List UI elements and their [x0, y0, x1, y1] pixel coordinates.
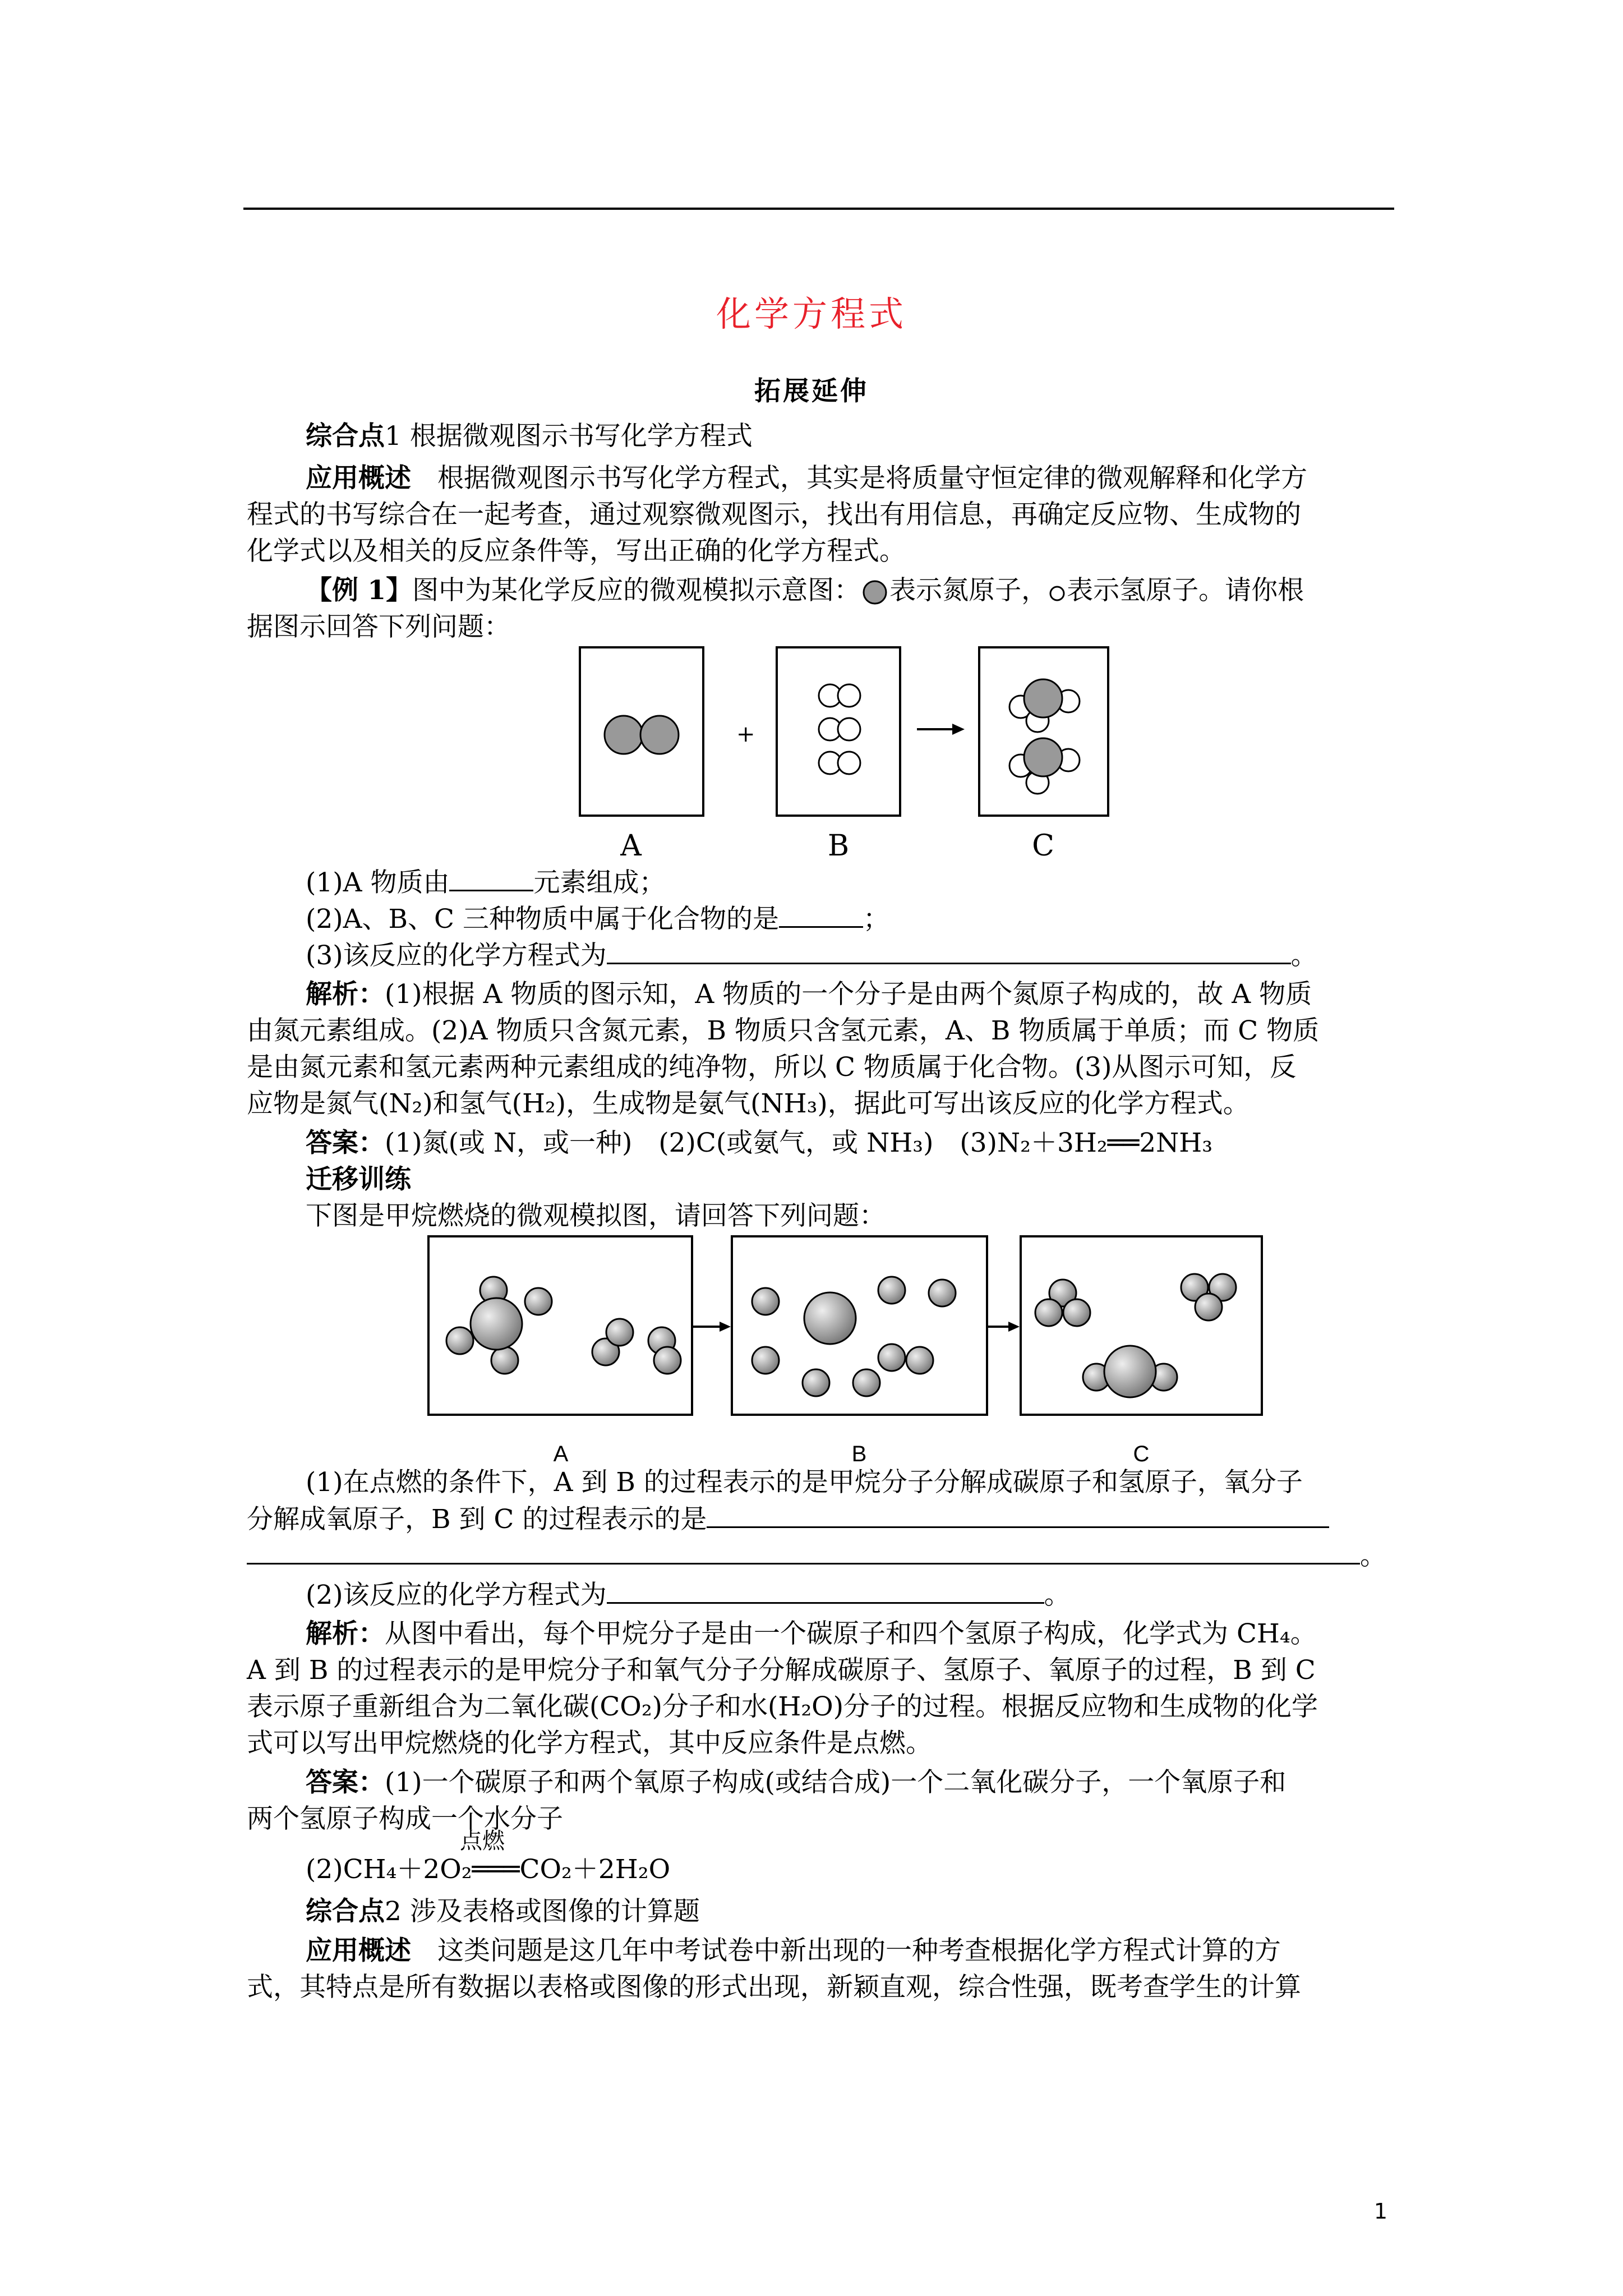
label-c: C — [1133, 1442, 1150, 1466]
ans2-l1: 答案：(1)一个碳原子和两个氧原子构成(或结合成)一个二氧化碳分子，一个氧原子和 — [306, 1767, 1287, 1798]
section-heading: 拓展延伸 — [754, 376, 869, 407]
ans1: 答案：(1)氮(或 N，或一种) (2)C(或氨气，或 NH₃) (3)N₂＋3H₂══2NH₃ — [306, 1128, 1213, 1158]
page-title: 化学方程式 — [716, 293, 907, 334]
apply2-l1: 应用概述 这类问题是这几年中考试卷中新出现的一种考查根据化学方程式计算的方 — [306, 1935, 1281, 1966]
answer-blank[interactable] — [607, 937, 1291, 964]
apply2-l2: 式，其特点是所有数据以表格或图像的形式出现，新颖直观，综合性强，既考查学生的计算 — [247, 1972, 1301, 2003]
ana1-l4: 应物是氮气(N₂)和氢气(H₂)，生成物是氨气(NH₃)，据此可写出该反应的化学方程式。 — [247, 1088, 1249, 1119]
sec1-line: 综合点1 根据微观图示书写化学方程式 — [306, 421, 753, 452]
plus-sign: + — [736, 721, 755, 747]
label-a: A — [620, 829, 642, 863]
page-number: 1 — [1373, 2199, 1387, 2224]
ana1-l1: 解析：(1)根据 A 物质的图示知，A 物质的一个分子是由两个氮原子构成的，故 A 物质 — [306, 979, 1312, 1010]
answer-blank[interactable] — [247, 1537, 1360, 1565]
label-b: B — [827, 829, 850, 863]
ana2-l3: 表示原子重新组合为二氧化碳(CO₂)分子和水(H₂O)分子的过程。根据反应物和生成物的化学 — [247, 1691, 1318, 1722]
answer-blank[interactable] — [779, 900, 863, 928]
train-head: 迁移训练 — [306, 1164, 411, 1195]
label-a: A — [553, 1442, 569, 1466]
t1-l3: 。 — [247, 1537, 1386, 1575]
ans2-l2: 两个氢原子构成一个水分子 — [247, 1803, 563, 1834]
t1-l1: (1)在点燃的条件下，A 到 B 的过程表示的是甲烷分子分解成碳原子和氢原子，氧分子 — [306, 1467, 1303, 1498]
ana2-l1: 解析：从图中看出，每个甲烷分子是由一个碳原子和四个氢原子构成，化学式为 CH₄。 — [306, 1618, 1317, 1649]
hydrogen-atom-icon — [1048, 579, 1067, 605]
t2: (2)该反应的化学方程式为 。 — [306, 1576, 1071, 1614]
q3: (3)该反应的化学方程式为 。 — [306, 937, 1317, 974]
ana2-l2: A 到 B 的过程表示的是甲烷分子和氧气分子分解成碳原子、氢原子、氧原子的过程，B 到 C — [247, 1655, 1316, 1686]
q1: (1)A 物质由 元素组成； — [306, 864, 665, 901]
ans2-eq: (2)CH₄＋2O₂═══CO₂＋2H₂O — [306, 1854, 671, 1885]
apply1-l1: 应用概述 根据微观图示书写化学方程式，其实是将质量守恒定律的微观解释和化学方 — [306, 463, 1307, 494]
train-intro: 下图是甲烷燃烧的微观模拟图，请回答下列问题： — [306, 1200, 886, 1231]
reaction-diagram-2 — [426, 1234, 1267, 1470]
answer-blank[interactable] — [707, 1501, 1329, 1528]
nitrogen-atom-icon — [860, 579, 889, 605]
ana1-l2: 由氮元素组成。(2)A 物质只含氮元素，B 物质只含氢元素，A、B 物质属于单质；而 C 物质 — [247, 1015, 1320, 1046]
q2: (2)A、B、C 三种物质中属于化合物的是 ； — [306, 900, 889, 938]
reaction-diagram-1 — [578, 645, 1127, 869]
answer-blank[interactable] — [449, 864, 533, 891]
label-c: C — [1032, 829, 1054, 863]
top-rule — [243, 208, 1394, 210]
ex1-l2: 据图示回答下列问题： — [247, 611, 510, 642]
apply1-l3: 化学式以及相关的反应条件等，写出正确的化学方程式。 — [247, 536, 906, 567]
ana2-l4: 式可以写出甲烷燃烧的化学方程式，其中反应条件是点燃。 — [247, 1728, 932, 1759]
answer-blank[interactable] — [607, 1576, 1044, 1604]
sec2-line: 综合点2 涉及表格或图像的计算题 — [306, 1896, 700, 1927]
reaction-condition: 点燃 — [460, 1828, 505, 1854]
apply1-l2: 程式的书写综合在一起考查，通过观察微观图示，找出有用信息，再确定反应物、生成物的 — [247, 499, 1301, 530]
label-b: B — [851, 1442, 867, 1466]
ana1-l3: 是由氮元素和氢元素两种元素组成的纯净物，所以 C 物质属于化合物。(3)从图示可知，反 — [247, 1052, 1297, 1083]
t1-l2: 分解成氧原子，B 到 C 的过程表示的是 — [247, 1501, 1329, 1538]
ex1-l1: 【例 1】图中为某化学反应的微观模拟示意图： 表示氮原子， 表示氢原子。请你根 — [306, 575, 1304, 606]
